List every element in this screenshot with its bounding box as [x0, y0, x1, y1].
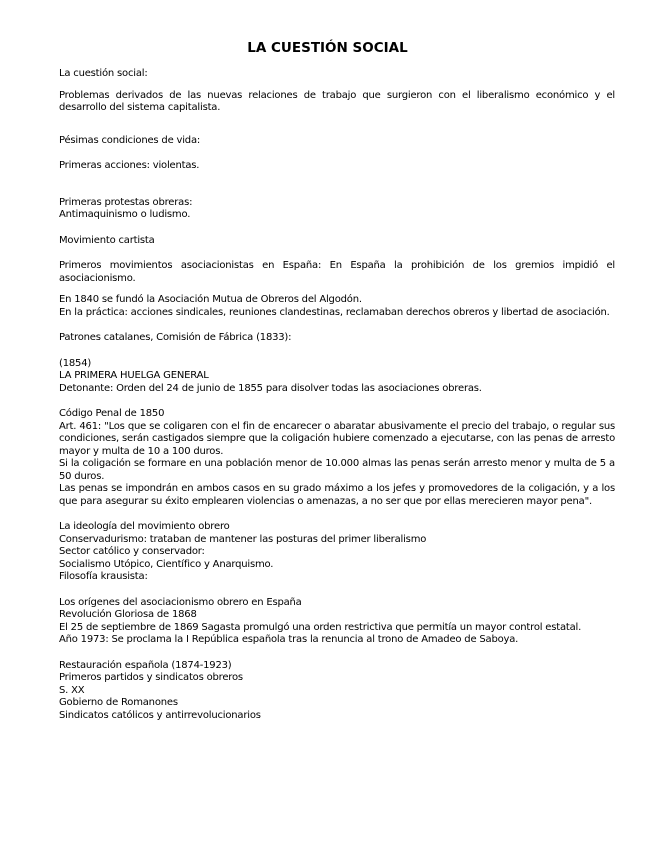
section-heading: Restauración española (1874-1923) [59, 659, 232, 671]
paragraph: Sindicatos católicos y antirrevolucionarios [59, 709, 261, 721]
paragraph: Detonante: Orden del 24 de junio de 1855 para disolver todas las asociaciones obreras. [59, 382, 482, 394]
paragraph: (1854) [59, 357, 92, 369]
paragraph: En 1840 se fundó la Asociación Mutua de Obreros del Algodón. [59, 294, 362, 305]
paragraph: Art. 461: "Los que se coligaren con el fin de encarecer o abaratar abusivamente el precio del trabajo, o regular sus condiciones, serán castigados siempre que la coligación hubiere comenzado a ejecutarse, con las penas de arresto mayor y multa de 10 a 100 duros. [59, 420, 615, 457]
section-heading: La ideología del movimiento obrero [59, 521, 230, 532]
section-heading: Movimiento cartista [59, 234, 155, 246]
section-heading: La cuestión social: [59, 68, 148, 79]
paragraph: Socialismo Utópico, Científico y Anarquismo. [59, 558, 274, 570]
paragraph: Las penas se impondrán en ambos casos en su grado máximo a los jefes y promovedores de la coligación, y a los que para asegurar su éxito emplearen violencias o amenazas, a no ser que por ellas merecieren mayor pena". [59, 483, 615, 507]
paragraph: Año 1973: Se proclama la I República española tras la renuncia al trono de Amadeo de Saboya. [59, 634, 519, 645]
section-heading: Código Penal de 1850 [59, 408, 165, 419]
section-heading: Patrones catalanes, Comisión de Fábrica (1833): [59, 332, 292, 343]
section-heading: Pésimas condiciones de vida: [59, 134, 201, 146]
paragraph: Primeros partidos y sindicatos obreros [59, 672, 243, 683]
paragraph: Primeras acciones: violentas. [59, 160, 200, 171]
paragraph: Revolución Gloriosa de 1868 [59, 609, 197, 620]
paragraph: Conservadurismo: trataban de mantener las posturas del primer liberalismo [59, 533, 427, 545]
paragraph: Si la coligación se formare en una población menor de 10.000 almas las penas serán arresto menor y multa de 5 a 50 duros. [59, 458, 615, 482]
section-heading: LA PRIMERA HUELGA GENERAL [59, 370, 209, 381]
paragraph: S. XX [59, 684, 85, 696]
page-title: LA CUESTIÓN SOCIAL [247, 40, 408, 56]
section-heading: Primeras protestas obreras: [59, 196, 193, 208]
paragraph: Gobierno de Romanones [59, 697, 178, 708]
document-body [59, 68, 615, 722]
paragraph: Problemas derivados de las nuevas relaciones de trabajo que surgieron con el liberalismo económico y el desarrollo del sistema capitalista. [59, 89, 615, 113]
paragraph: En la práctica: acciones sindicales, reuniones clandestinas, reclamaban derechos obreros y libertad de asociación. [59, 306, 610, 318]
paragraph: Filosofía krausista: [59, 571, 148, 582]
paragraph: Antimaquinismo o ludismo. [59, 209, 191, 220]
section-heading: Los orígenes del asociacionismo obrero en España [59, 596, 302, 608]
paragraph: Sector católico y conservador: [59, 546, 205, 557]
paragraph: El 25 de septiembre de 1869 Sagasta promulgó una orden restrictiva que permitía un mayor control estatal. [59, 621, 582, 633]
paragraph: Primeros movimientos asociacionistas en España: En España la prohibición de los gremios impidió el asociacionismo. [59, 260, 615, 284]
